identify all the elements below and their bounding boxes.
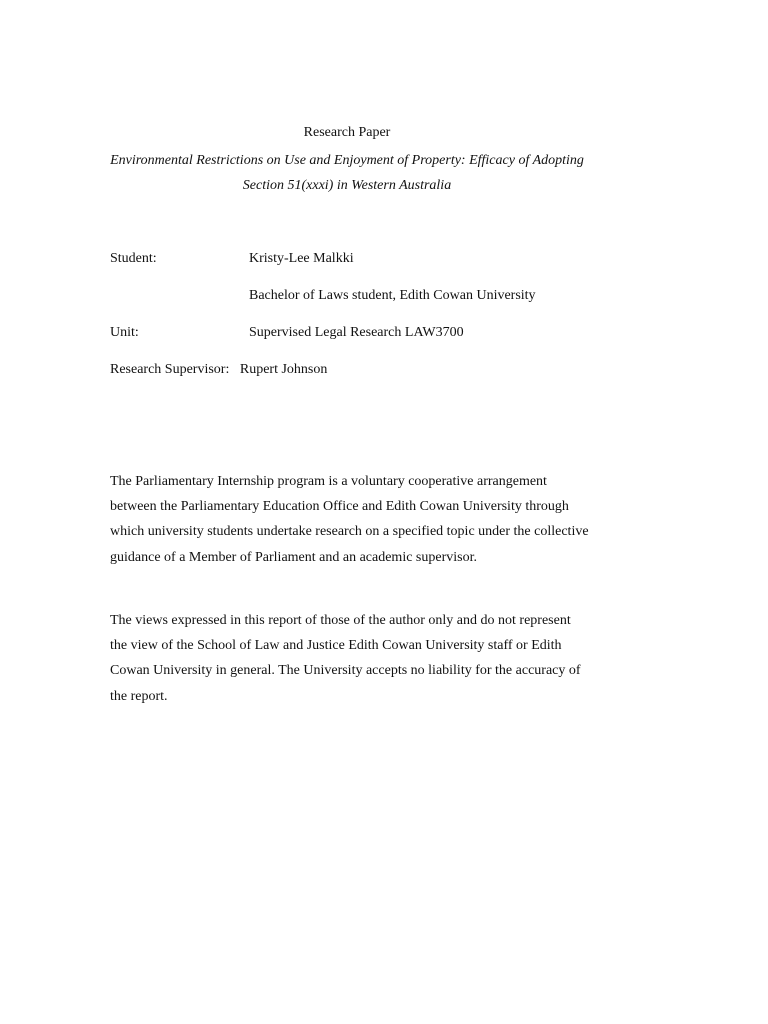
document-type-label: Research Paper bbox=[303, 125, 391, 140]
unit-label: Unit: bbox=[110, 325, 139, 340]
disclaimer-paragraph: The views expressed in this report of those of the author only and do not represent the view of the School of Law and Justice Edith Cowan University staff or Edith Cowan University in general. The University accepts no liability for the accuracy of the report. bbox=[110, 613, 581, 704]
supervisor-row bbox=[110, 361, 327, 379]
student-name: Kristy-Lee Malkki bbox=[249, 251, 354, 266]
supervisor-name: Rupert Johnson bbox=[239, 362, 328, 377]
paper-title: Environmental Restrictions on Use and Enjoyment of Property: Efficacy of Adopting Section 51(xxxi) in Western Australia bbox=[110, 153, 584, 193]
supervisor-label: Research Supervisor: bbox=[110, 362, 230, 377]
internship-paragraph: The Parliamentary Internship program is a voluntary cooperative arrangement between the Parliamentary Education Office and Edith Cowan University through which university students undertake research on a specified topic under the collective guidance of a Member of Parliament and an academic supervisor. bbox=[110, 474, 589, 565]
student-program: Bachelor of Laws student, Edith Cowan University bbox=[249, 288, 536, 303]
student-label: Student: bbox=[110, 251, 157, 266]
unit-value: Supervised Legal Research LAW3700 bbox=[249, 325, 464, 340]
